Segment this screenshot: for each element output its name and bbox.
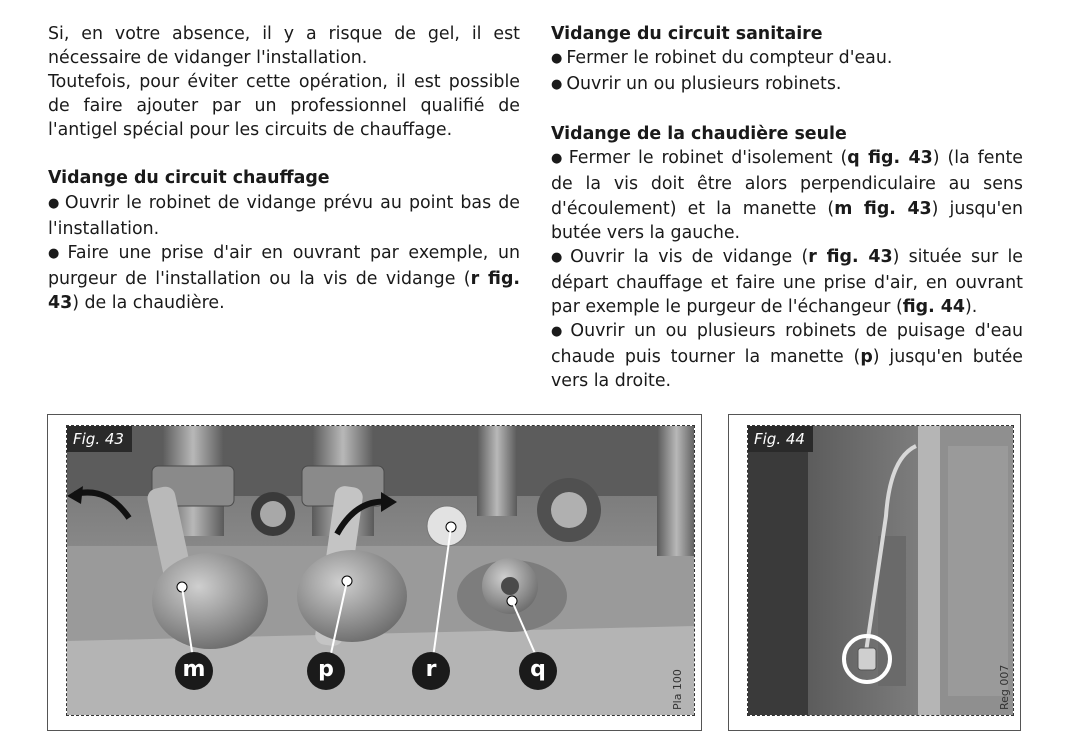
callout-q: q bbox=[519, 652, 557, 690]
figure-43 bbox=[47, 414, 702, 731]
figure-44-reference: Reg 007 bbox=[998, 664, 1011, 710]
boiler-step-2: ● Ouvrir la vis de vidange (r fig. 43) située sur le départ chauffage et faire une prise d'air, en ouvrant par exemple le purgeur de l'échangeur (fig. 44). bbox=[551, 245, 1023, 319]
boiler-drain-title: Vidange de la chaudière seule bbox=[551, 124, 847, 145]
right-column bbox=[551, 22, 1023, 393]
heating-step-1: ● Ouvrir le robinet de vidange prévu au point bas de l'installation. bbox=[48, 191, 520, 241]
figure-43-label: Fig. 43 bbox=[67, 426, 132, 452]
exchanger-purge-illustration bbox=[748, 426, 1014, 716]
sanitary-step-2: ● Ouvrir un ou plusieurs robinets. bbox=[551, 72, 1023, 98]
heating-drain-title: Vidange du circuit chauffage bbox=[48, 168, 330, 189]
figure-44 bbox=[728, 414, 1021, 731]
boiler-step-3: ● Ouvrir un ou plusieurs robinets de puisage d'eau chaude puis tourner la manette (p) jusqu'en butée vers la droite. bbox=[551, 319, 1023, 393]
intro-paragraph-1: Si, en votre absence, il y a risque de gel, il est nécessaire de vidanger l'installation. bbox=[48, 24, 520, 69]
sanitary-step-1: ● Fermer le robinet du compteur d'eau. bbox=[551, 46, 1023, 72]
left-column bbox=[48, 22, 520, 315]
callout-r: r bbox=[412, 652, 450, 690]
intro-paragraph-2: Toutefois, pour éviter cette opération, il est possible de faire ajouter par un professionnel qualifié de l'antigel spécial pour les circuits de chauffage. bbox=[48, 72, 520, 141]
callout-m: m bbox=[175, 652, 213, 690]
boiler-step-1: ● Fermer le robinet d'isolement (q fig. 43) (la fente de la vis doit être alors perpendiculaire au sens d'écoulement) et la manette (m fig. 43) jusqu'en butée vers la gauche. bbox=[551, 146, 1023, 244]
sanitary-drain-title: Vidange du circuit sanitaire bbox=[551, 24, 823, 44]
figure-44-label: Fig. 44 bbox=[748, 426, 813, 452]
heating-step-2: ● Faire une prise d'air en ouvrant par exemple, un purgeur de l'installation ou la vis de vidange (r fig. 43) de la chaudière. bbox=[48, 241, 520, 315]
callout-p: p bbox=[307, 652, 345, 690]
figure-43-reference: Pla 100 bbox=[671, 669, 684, 710]
figure-44-photo bbox=[747, 425, 1014, 716]
boiler-valves-illustration bbox=[67, 426, 695, 716]
figure-43-photo bbox=[66, 425, 695, 716]
